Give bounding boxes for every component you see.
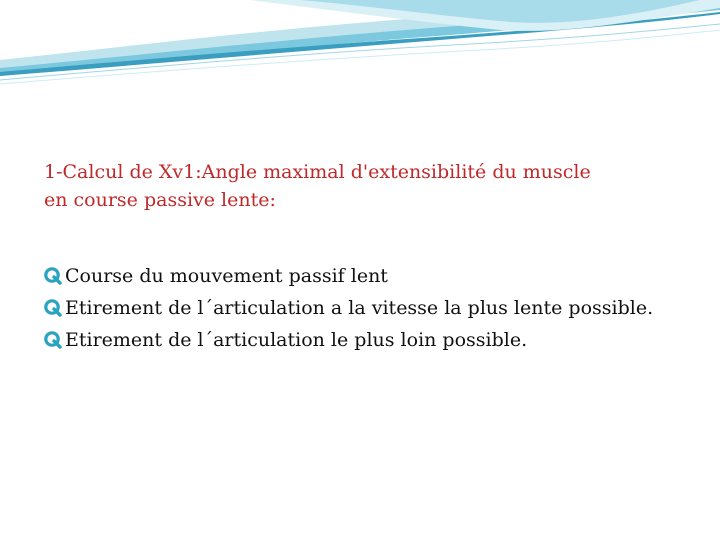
bullet-item [44, 326, 684, 354]
bullet-text: Etirement de l´articulation a la vitesse la plus lente possible. [65, 297, 654, 319]
q-bullet-icon [44, 331, 62, 349]
bullet-text: Course du mouvement passif lent [65, 265, 388, 287]
slide-heading [44, 158, 694, 214]
q-bullet-icon [44, 267, 62, 285]
header-wave-decoration [0, 0, 720, 90]
bullet-item [44, 294, 684, 322]
heading-line-2: en course passive lente: [44, 189, 276, 211]
bullet-text: Etirement de l´articulation le plus loin possible. [65, 329, 528, 351]
heading-line-1: 1-Calcul de Xv1:Angle maximal d'extensibilité du muscle [44, 161, 591, 183]
bullet-list [44, 262, 684, 358]
q-bullet-icon [44, 299, 62, 317]
bullet-item [44, 262, 684, 290]
